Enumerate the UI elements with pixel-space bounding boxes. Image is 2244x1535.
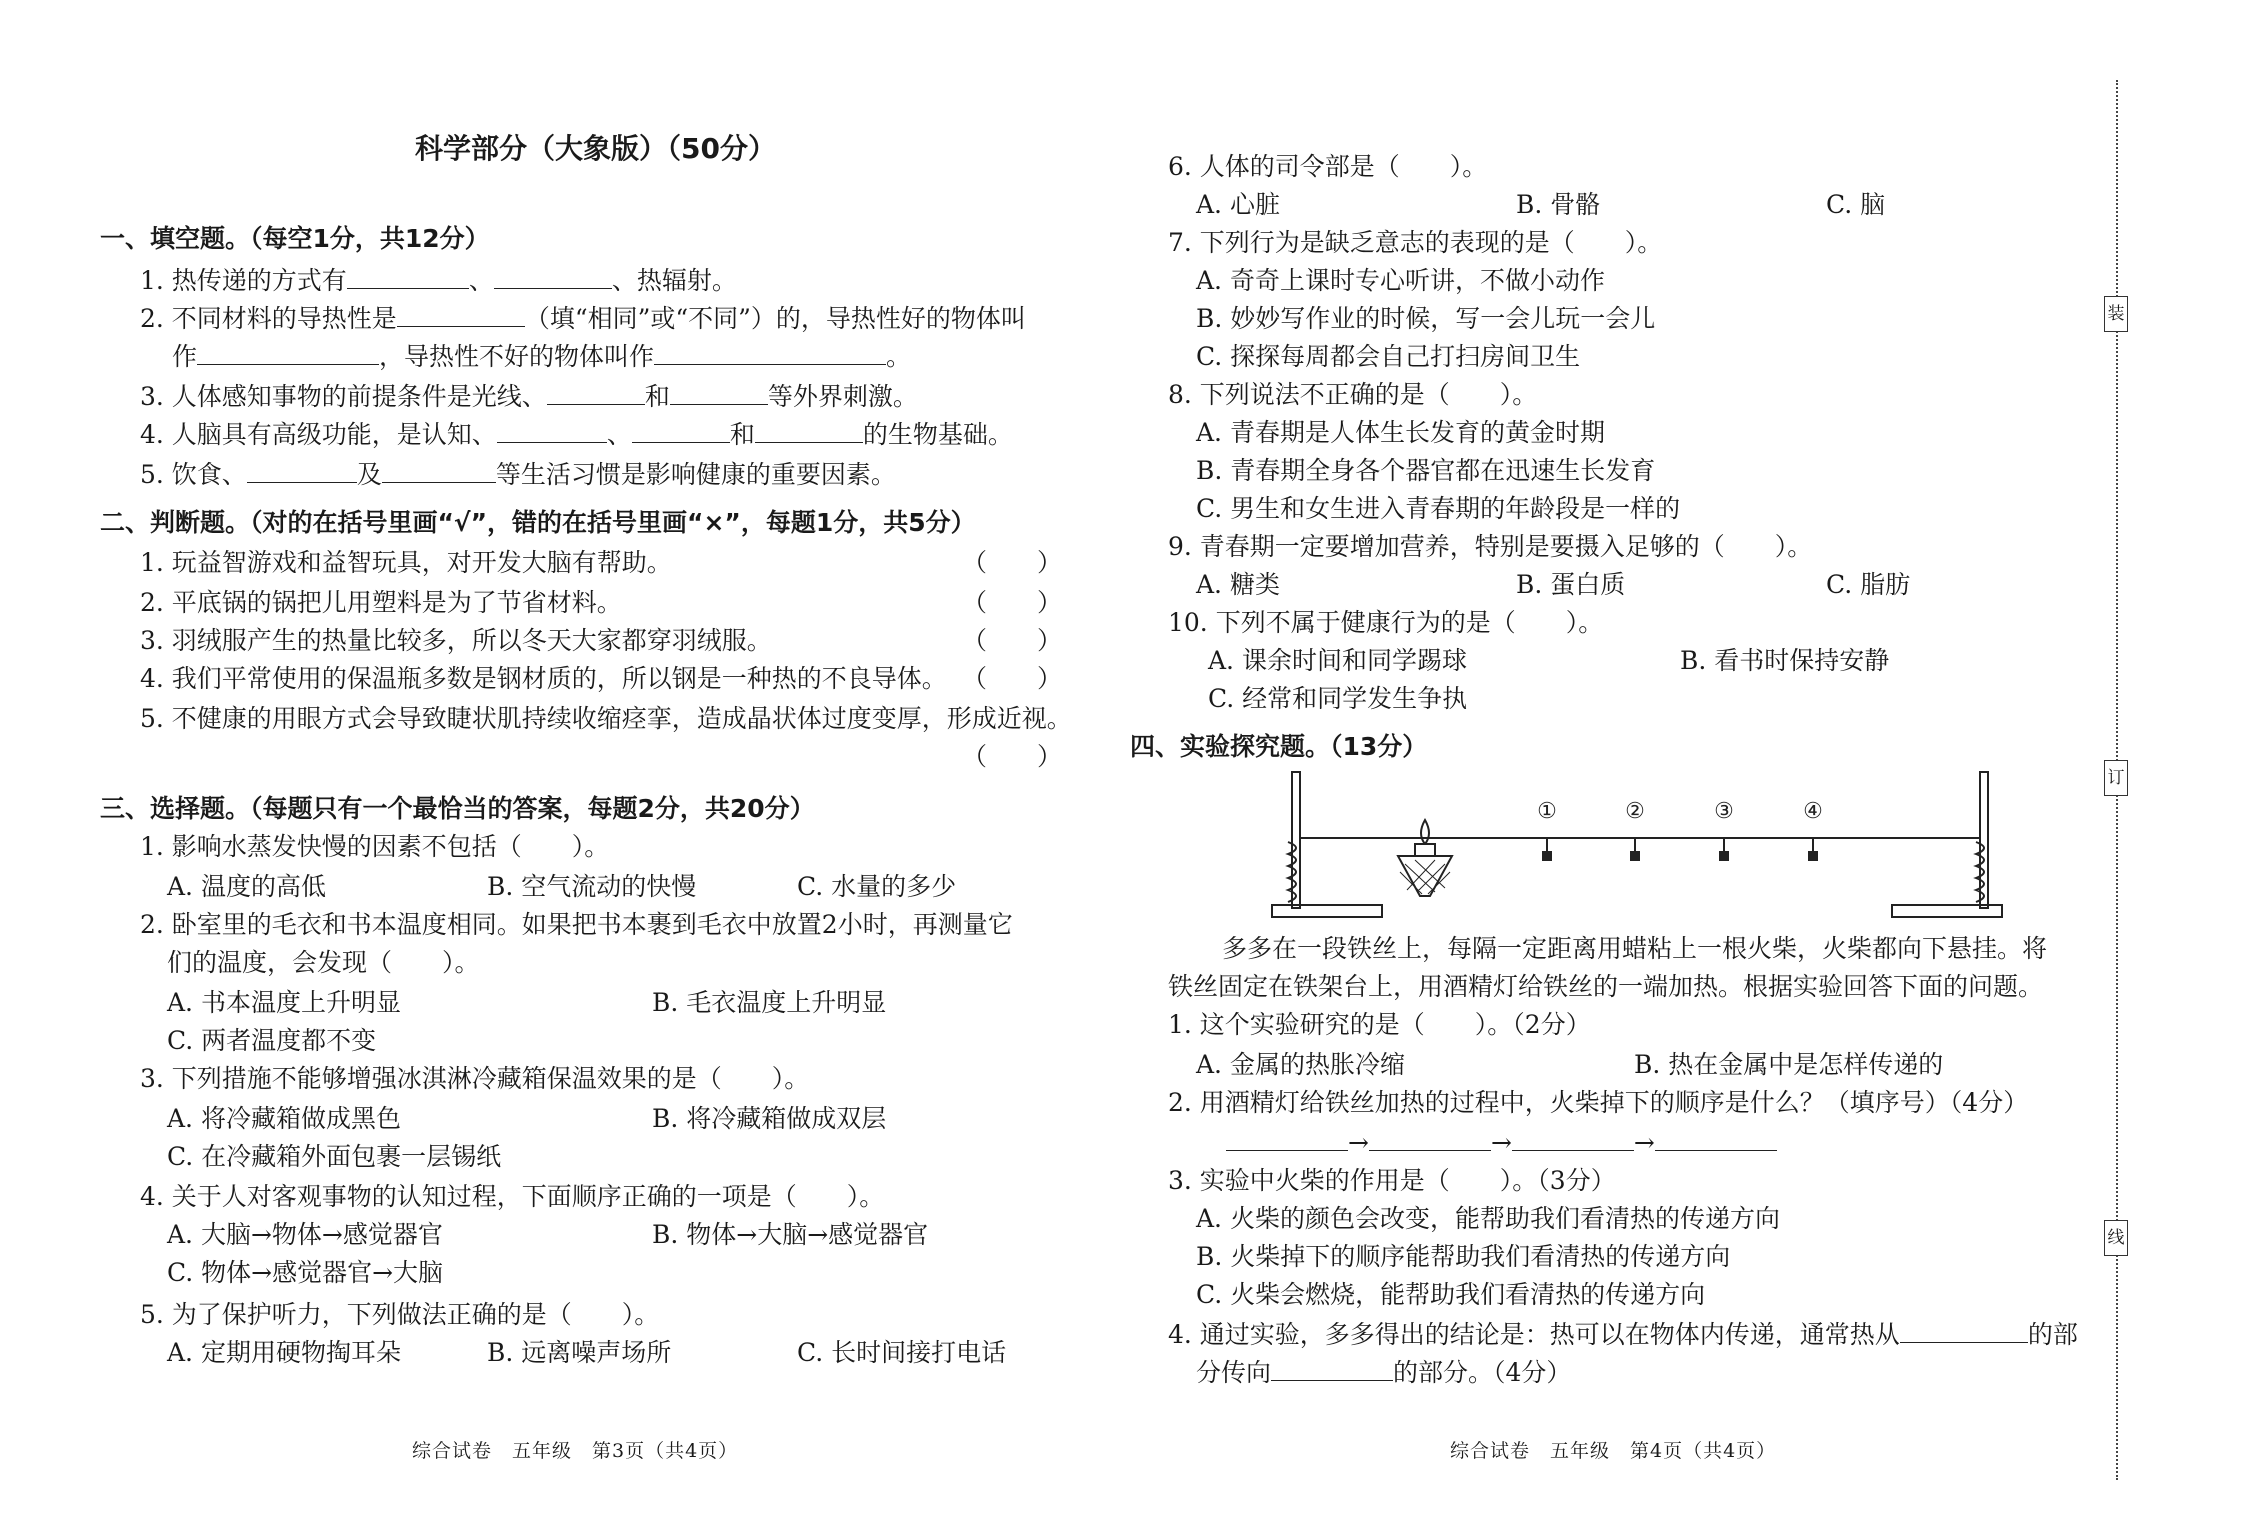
choice-option[interactable]: C. 探探每周都会自己打扫房间卫生 (1196, 342, 1581, 371)
choice-option[interactable]: C. 两者温度都不变 (167, 1026, 377, 1055)
answer-blank[interactable] (1271, 1354, 1393, 1381)
choice-option[interactable]: C. 长时间接打电话 (797, 1338, 1007, 1367)
fill-q1: 1. 热传递的方式有 、 、热辐射。 (140, 262, 737, 298)
answer-paren[interactable]: （ ） (962, 742, 1063, 771)
exp-question: 1. 这个实验研究的是（ ）。（2分） (1168, 1010, 1591, 1039)
judge-item: 4. 我们平常使用的保温瓶多数是钢材质的，所以钢是一种热的不良导体。 (140, 664, 947, 693)
choice-option[interactable]: C. 男生和女生进入青春期的年龄段是一样的 (1196, 494, 1681, 523)
choice-question: 4. 关于人对客观事物的认知过程，下面顺序正确的一项是（ ）。 (140, 1182, 885, 1211)
choice-option[interactable]: B. 物体→大脑→感觉器官 (652, 1220, 929, 1249)
choice-question: 1. 影响水蒸发快慢的因素不包括（ ）。 (140, 832, 610, 861)
exp-question: 3. 实验中火柴的作用是（ ）。（3分） (1168, 1166, 1616, 1195)
answer-blank[interactable] (397, 300, 525, 327)
match-label-1: ① (1537, 799, 1557, 824)
choice-option[interactable]: B. 青春期全身各个器官都在迅速生长发育 (1196, 456, 1656, 485)
answer-paren[interactable]: （ ） (962, 626, 1063, 655)
page-title: 科学部分（大象版）（50分） (415, 132, 776, 165)
answer-blank[interactable] (670, 378, 768, 405)
choice-option[interactable]: B. 远离噪声场所 (487, 1338, 672, 1367)
match-label-3: ③ (1714, 799, 1734, 824)
choice-option[interactable]: A. 糖类 (1196, 570, 1280, 599)
choice-option[interactable]: A. 青春期是人体生长发育的黄金时期 (1196, 418, 1605, 447)
binding-mark: 线 (2104, 1220, 2128, 1256)
choice-question: 5. 为了保护听力，下列做法正确的是（ ）。 (140, 1300, 660, 1329)
match-label-2: ② (1625, 799, 1645, 824)
answer-blank[interactable] (1369, 1124, 1491, 1151)
fill-q2-line2: 作 ，导热性不好的物体叫作 。 (172, 338, 911, 374)
answer-paren[interactable]: （ ） (962, 588, 1063, 617)
choice-option[interactable]: A. 课余时间和同学踢球 (1208, 646, 1467, 675)
answer-paren[interactable]: （ ） (962, 548, 1063, 577)
choice-option[interactable]: A. 书本温度上升明显 (167, 988, 401, 1017)
choice-question: 9. 青春期一定要增加营养，特别是要摄入足够的（ ）。 (1168, 532, 1813, 561)
page-footer-left: 综合试卷 五年级 第3页（共4页） (412, 1440, 739, 1462)
exp-question-cont: 分传向 的部分。（4分） (1196, 1354, 1571, 1390)
choice-option[interactable]: C. 在冷藏箱外面包裹一层锡纸 (167, 1142, 502, 1171)
match-head-2 (1631, 852, 1639, 860)
answer-blank[interactable] (632, 416, 730, 443)
answer-blank[interactable] (1512, 1124, 1634, 1151)
choice-option[interactable]: B. 骨骼 (1516, 190, 1601, 219)
choice-option[interactable]: A. 奇奇上课时专心听讲，不做小动作 (1196, 266, 1605, 295)
choice-option[interactable]: B. 毛衣温度上升明显 (652, 988, 887, 1017)
answer-blank[interactable] (755, 416, 863, 443)
answer-blank[interactable] (197, 338, 379, 365)
left-stand-base (1272, 905, 1382, 917)
judge-item: 3. 羽绒服产生的热量比较多，所以冬天大家都穿羽绒服。 (140, 626, 772, 655)
match-label-4: ④ (1803, 799, 1823, 824)
choice-option[interactable]: A. 温度的高低 (167, 872, 326, 901)
choice-option[interactable]: A. 将冷藏箱做成黑色 (167, 1104, 401, 1133)
answer-blank[interactable] (497, 416, 607, 443)
choice-option[interactable]: A. 大脑→物体→感觉器官 (167, 1220, 443, 1249)
match-head-1 (1543, 852, 1551, 860)
answer-blank[interactable] (547, 378, 645, 405)
choice-option[interactable]: B. 将冷藏箱做成双层 (652, 1104, 887, 1133)
choice-option[interactable]: A. 金属的热胀冷缩 (1196, 1050, 1405, 1079)
binding-mark: 装 (2104, 296, 2128, 332)
flame (1421, 820, 1429, 844)
fill-q4: 4. 人脑具有高级功能，是认知、 、 和 的生物基础。 (140, 416, 1013, 452)
exp-question: 4. 通过实验，多多得出的结论是：热可以在物体内传递，通常热从 的部 (1168, 1316, 2078, 1352)
choice-option[interactable]: C. 经常和同学发生争执 (1208, 684, 1468, 713)
answer-blank[interactable] (1226, 1124, 1348, 1151)
answer-blank[interactable] (494, 262, 612, 289)
choice-option[interactable]: B. 妙妙写作业的时候，写一会儿玩一会儿 (1196, 304, 1656, 333)
choice-question: 7. 下列行为是缺乏意志的表现的是（ ）。 (1168, 228, 1663, 257)
choice-option[interactable]: C. 脑 (1826, 190, 1886, 219)
choice-option[interactable]: C. 水量的多少 (797, 872, 957, 901)
choice-option[interactable]: B. 蛋白质 (1516, 570, 1626, 599)
choice-option[interactable]: A. 火柴的颜色会改变，能帮助我们看清热的传递方向 (1196, 1204, 1780, 1233)
section-2-heading: 二、判断题。（对的在括号里画“√”，错的在括号里画“×”，每题1分，共5分） (100, 508, 976, 537)
binding-mark: 订 (2104, 760, 2128, 796)
fill-q2: 2. 不同材料的导热性是 （填“相同”或“不同”）的，导热性好的物体叫 (140, 300, 1026, 336)
experiment-intro: 多多在一段铁丝上，每隔一定距离用蜡粘上一根火柴，火柴都向下悬挂。将 (1222, 934, 2048, 963)
choice-option[interactable]: C. 脂肪 (1826, 570, 1911, 599)
match-head-3 (1720, 852, 1728, 860)
match-head-4 (1809, 852, 1817, 860)
answer-blank[interactable] (1900, 1316, 2028, 1343)
answer-blank[interactable] (247, 456, 357, 483)
lamp-cross-hatch (1400, 860, 1450, 894)
right-stand-base (1892, 905, 2002, 917)
section-1-heading: 一、填空题。（每空1分，共12分） (100, 224, 490, 253)
choice-option[interactable]: A. 定期用硬物掏耳朵 (167, 1338, 401, 1367)
experiment-intro-cont: 铁丝固定在铁架台上，用酒精灯给铁丝的一端加热。根据实验回答下面的问题。 (1168, 972, 2044, 1001)
order-answer-row: → → → (1226, 1124, 1777, 1160)
answer-blank[interactable] (347, 262, 469, 289)
choice-question: 8. 下列说法不正确的是（ ）。 (1168, 380, 1538, 409)
answer-blank[interactable] (654, 338, 886, 365)
fill-q3: 3. 人体感知事物的前提条件是光线、 和 等外界刺激。 (140, 378, 918, 414)
choice-question: 2. 卧室里的毛衣和书本温度相同。如果把书本裹到毛衣中放置2小时，再测量它 (140, 910, 1013, 939)
choice-option[interactable]: B. 看书时保持安静 (1680, 646, 1890, 675)
fill-q5: 5. 饮食、 及 等生活习惯是影响健康的重要因素。 (140, 456, 896, 492)
section-3-heading: 三、选择题。（每题只有一个最恰当的答案，每题2分，共20分） (100, 794, 815, 823)
choice-option[interactable]: A. 心脏 (1196, 190, 1280, 219)
choice-question-cont: 们的温度，会发现（ ）。 (167, 948, 480, 977)
choice-question: 10. 下列不属于健康行为的是（ ）。 (1168, 608, 1604, 637)
choice-option[interactable]: B. 空气流动的快慢 (487, 872, 697, 901)
choice-option[interactable]: C. 火柴会燃烧，能帮助我们看清热的传递方向 (1196, 1280, 1706, 1309)
choice-question: 3. 下列措施不能够增强冰淇淋冷藏箱保温效果的是（ ）。 (140, 1064, 810, 1093)
choice-question: 6. 人体的司令部是（ ）。 (1168, 152, 1488, 181)
lamp-neck (1415, 844, 1435, 856)
choice-option[interactable]: C. 物体→感觉器官→大脑 (167, 1258, 444, 1287)
judge-item: 2. 平底锅的锅把儿用塑料是为了节省材料。 (140, 588, 622, 617)
judge-item: 5. 不健康的用眼方式会导致睫状肌持续收缩痉挛，造成晶状体过度变厚，形成近视。 (140, 704, 1072, 733)
page-footer-right: 综合试卷 五年级 第4页（共4页） (1450, 1440, 1777, 1462)
section-4-heading: 四、实验探究题。（13分） (1130, 732, 1428, 761)
choice-option[interactable]: B. 热在金属中是怎样传递的 (1634, 1050, 1944, 1079)
choice-option[interactable]: B. 火柴掉下的顺序能帮助我们看清热的传递方向 (1196, 1242, 1731, 1271)
answer-blank[interactable] (382, 456, 496, 483)
answer-paren[interactable]: （ ） (962, 664, 1063, 693)
exp-question: 2. 用酒精灯给铁丝加热的过程中，火柴掉下的顺序是什么？（填序号）（4分） (1168, 1088, 2029, 1117)
alcohol-lamp (1398, 856, 1452, 896)
answer-blank[interactable] (1655, 1124, 1777, 1151)
judge-item: 1. 玩益智游戏和益智玩具，对开发大脑有帮助。 (140, 548, 672, 577)
experiment-diagram (1260, 768, 2020, 928)
